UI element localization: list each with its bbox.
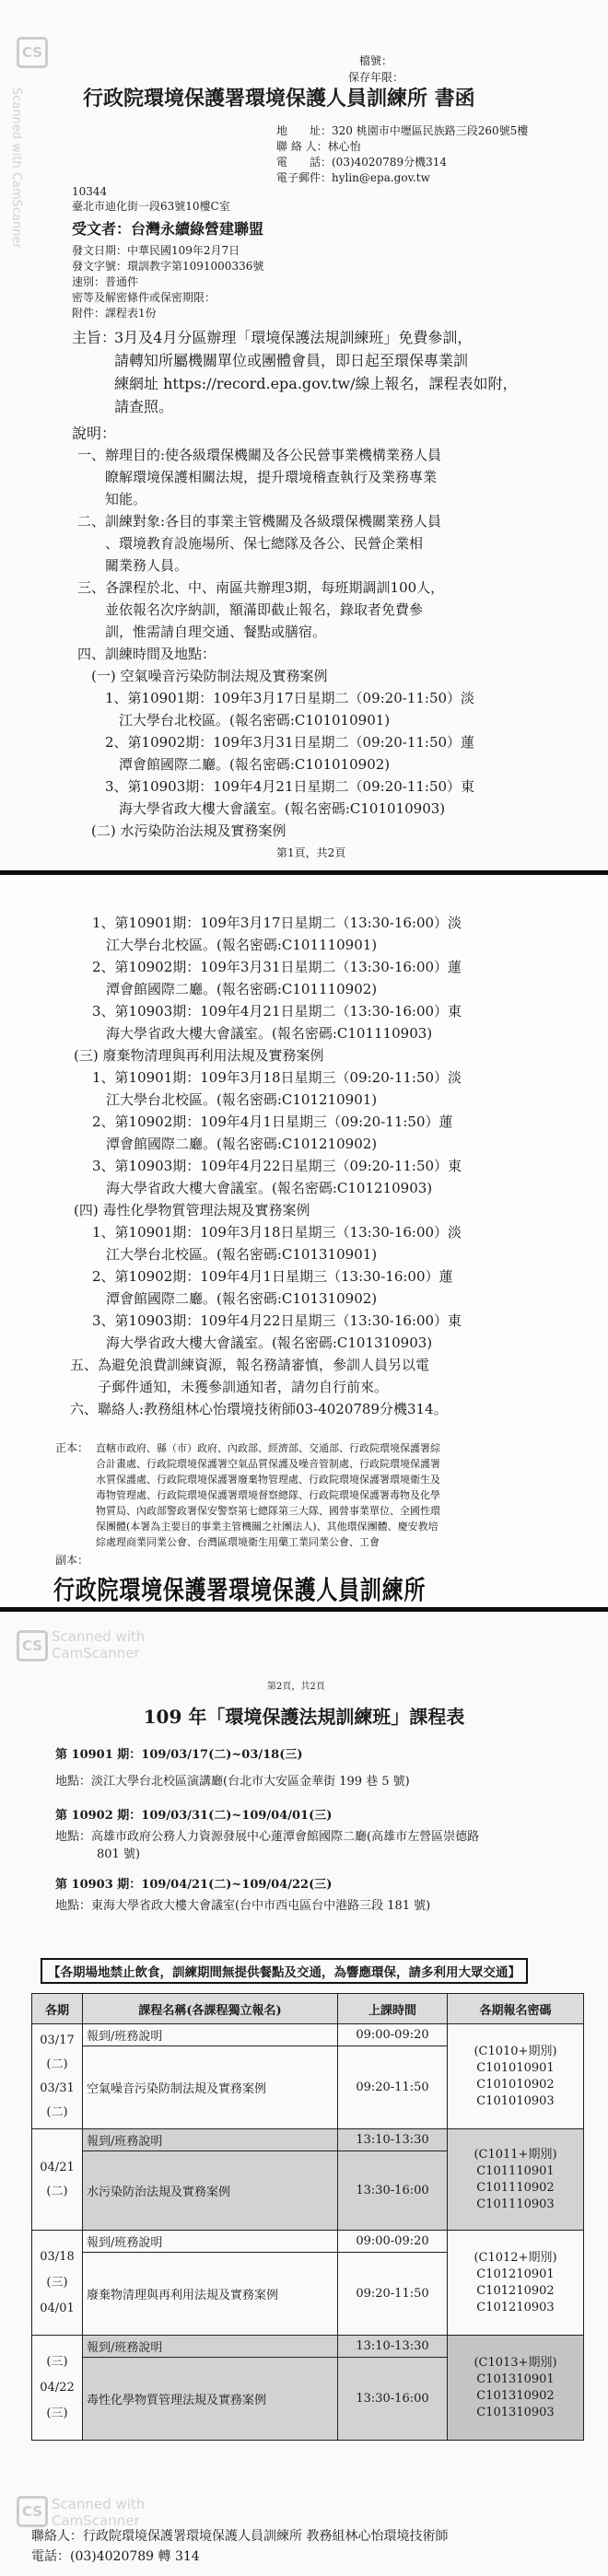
code-text: C101110901 (476, 2163, 555, 2178)
camscanner-watermark (52, 1628, 145, 1661)
explain-line: 江大學台北校區。(報名密碼:C101310901) (92, 1246, 378, 1263)
table-row (32, 2231, 584, 2253)
session-period: 第 10902 期：109/03/31(二)~109/04/01(三) (55, 1809, 333, 1823)
schedule-table (31, 1993, 584, 2441)
recipient-address: 臺北市迪化街一段63號10樓C室 (72, 200, 230, 213)
subject-line: 請查照。 (114, 398, 174, 415)
copy-label: 副本： (55, 1554, 89, 1567)
explain-items-continued (70, 912, 462, 1420)
header-time: 上課時間 (338, 1994, 448, 2024)
cc-label: 正本： (55, 1441, 89, 1454)
explain-line: 3、第10903期：109年4月22日星期三（13:30-16:00）東 (92, 1312, 462, 1329)
recipient: 受文者：台灣永續綠營建聯盟 (72, 220, 264, 238)
explain-line: 2、第10902期：109年3月31日星期二（09:20-11:50）蓮 (77, 734, 475, 751)
subject-body (114, 326, 518, 418)
watermark-line2: CamScanner (9, 171, 23, 249)
header-period: 各期 (32, 1994, 83, 2024)
period-text: (三) (46, 2406, 68, 2420)
explain-line: 3、第10903期：109年4月21日星期二（13:30-16:00）東 (92, 1003, 462, 1020)
registration-time: 13:10-13:30 (338, 2129, 448, 2151)
explain-line: 潭會館國際二廳。(報名密碼:C101010902) (77, 756, 391, 773)
code-text: C101210903 (476, 2300, 555, 2314)
explain-line: 3、第10903期：109年4月21日星期二（09:20-11:50）東 (77, 778, 475, 795)
period-text: 03/31 (40, 2081, 75, 2095)
code-text: (C1012+期別) (474, 2250, 557, 2265)
footer-phone: 電話：(03)4020789 轉 314 (31, 2549, 200, 2564)
explain-label: 說明： (72, 425, 117, 442)
course-time: 09:20-11:50 (338, 2253, 448, 2336)
contact-person: 聯 絡 人：林心怡 (276, 140, 361, 153)
session-place: 地點：東海大學省政大樓大會議室(台中市西屯區台中港路三段 181 號) (55, 1899, 431, 1913)
session-place: 801 號) (97, 1847, 141, 1861)
explain-line: 海大學省政大樓大會議室。(報名密碼:C101310903) (92, 1335, 433, 1351)
camscanner-logo-icon (17, 2496, 48, 2527)
period-text: 04/01 (40, 2301, 75, 2315)
session-place: 地點：淡江大學台北校區演講廳(台北市大安區金華街 199 巷 5 號) (55, 1775, 410, 1789)
explain-line: (二) 水污染防治法規及實務案例 (77, 822, 286, 839)
subject-line: 3月及4月分區辦理「環境保護法規訓練班」免費參訓， (114, 329, 473, 346)
explain-line: 五、為避免浪費訓練資源，報名務請審慎，參訓人員另以電 (70, 1357, 430, 1373)
session-period: 第 10903 期：109/04/21(二)~109/04/22(三) (55, 1878, 333, 1892)
cc-line: 直轄市政府、縣（市）政府、內政部、經濟部、交通部、行政院環境保護署綜 (96, 1442, 440, 1454)
explain-line: 訓，惟需請自理交通、餐點或膳宿。 (77, 624, 327, 640)
session-period: 第 10901 期：109/03/17(二)~03/18(三) (55, 1748, 303, 1762)
course-cell: 空氣噪音污染防制法規及實務案例 (83, 2046, 338, 2129)
notice-banner: 【各期場地禁止飲食，訓練期間無提供餐點及交通，為響應環保，請多利用大眾交通】 (41, 1958, 528, 1984)
period-text: (二) (46, 2184, 68, 2198)
subject-label: 主旨： (72, 329, 117, 346)
contact-email: 電子郵件：hylin@epa.gov.tw (276, 171, 430, 184)
explain-line: 1、第10901期：109年3月18日星期三（13:30-16:00）淡 (92, 1224, 462, 1241)
period-cell (32, 2231, 83, 2336)
contact-address: 地 址：320 桃園市中壢區民族路三段260號5樓 (276, 124, 529, 137)
registration-cell: 報到/班務說明 (83, 2231, 338, 2253)
retention-period: 保存年限： (348, 71, 404, 84)
cc-line: 綜處理商業同業公會、台灣區環境衛生用藥工業同業公會、工會 (96, 1536, 380, 1548)
watermark-line1: Scanned with (52, 2496, 146, 2512)
schedule-title: 109 年「環境保護法規訓練班」課程表 (143, 1706, 465, 1728)
explain-line: 二、訓練對象:各目的事業主管機關及各級環保機關業務人員 (77, 513, 442, 530)
code-text: C101310902 (476, 2388, 555, 2403)
code-text: C101110902 (476, 2180, 555, 2195)
course-cell: 水污染防治法規及實務案例 (83, 2151, 338, 2231)
explain-line: 四、訓練時間及地點： (77, 646, 216, 662)
cc-line: 保團體(本署為主要目的事業主管機關之社團法人)、其他環保團體、慶安教培 (96, 1521, 438, 1533)
explain-line: 潭會館國際二廳。(報名密碼:C101210902) (92, 1136, 378, 1152)
registration-time: 13:10-13:30 (338, 2336, 448, 2358)
explain-line: 1、第10901期：109年3月17日星期二（09:20-11:50）淡 (77, 690, 475, 706)
code-text: C101310903 (476, 2405, 555, 2419)
explain-line: 潭會館國際二廳。(報名密碼:C101110902) (92, 981, 378, 997)
course-cell: 毒性化學物質管理法規及實務案例 (83, 2358, 338, 2441)
cc-line: 水質保護處、行政院環境保護署廢棄物管理處、行政院環境保護署環境衛生及 (96, 1474, 440, 1486)
period-text: (二) (46, 2104, 68, 2119)
watermark-line2: CamScanner (52, 2512, 140, 2529)
code-text: C101210901 (476, 2267, 555, 2281)
cc-line: 物質局、內政部警政署保安警察第七總隊第三大隊、國營事業單位、全國性環 (96, 1505, 440, 1517)
page-number: 第2頁，共2頁 (267, 1682, 325, 1692)
explain-line: 一、辦理目的:使各級環保機關及各公民營事業機構業務人員 (77, 447, 442, 463)
camscanner-logo-text: CS (21, 44, 43, 61)
document-title: 行政院環境保護署環境保護人員訓練所 書函 (83, 87, 475, 111)
sender-contact (276, 123, 528, 186)
code-cell (448, 2024, 584, 2129)
explain-line: 關業務人員。 (77, 557, 189, 574)
course-time: 13:30-16:00 (338, 2151, 448, 2231)
file-number: 檔號： (359, 54, 393, 67)
course-cell: 廢棄物清理與再利用法規及實務案例 (83, 2253, 338, 2336)
recipient-postcode: 10344 (72, 185, 108, 198)
explain-line: 子郵件通知，未獲參訓通知者，請勿自行前來。 (70, 1379, 389, 1395)
cc-line: 毒物管理處、行政院環境保護署環境督察總隊、行政院環境保護署毒物及化學 (96, 1489, 440, 1501)
header-course: 課程名稱(各課程獨立報名) (83, 1994, 338, 2024)
explain-line: 1、第10901期：109年3月17日星期二（13:30-16:00）淡 (92, 915, 462, 931)
explain-line: 瞭解環境保護相關法規，提升環境稽查執行及業務專業 (77, 469, 438, 485)
explain-line: 六、聯絡人:教務組林心怡環境技術師03-4020789分機314。 (70, 1401, 448, 1417)
watermark-line2: CamScanner (52, 1645, 140, 1661)
explain-line: 海大學省政大樓大會議室。(報名密碼:C101010903) (77, 800, 446, 817)
explain-line: 1、第10901期：109年3月18日星期三（09:20-11:50）淡 (92, 1069, 462, 1086)
explain-line: 並依報名次序納訓，額滿即截止報名，錄取者免費參 (77, 601, 424, 618)
code-cell (448, 2336, 584, 2441)
explain-line: 海大學省政大樓大會議室。(報名密碼:C101210903) (92, 1180, 433, 1196)
session-list (55, 1746, 479, 1915)
letter-page-2 (0, 875, 608, 1612)
code-cell (448, 2129, 584, 2231)
camscanner-logo-icon (17, 37, 48, 68)
explain-line: 2、第10902期：109年4月1日星期三（09:20-11:50）蓮 (92, 1113, 453, 1130)
explain-line: 潭會館國際二廳。(報名密碼:C101310902) (92, 1290, 378, 1307)
period-text: (二) (46, 2057, 68, 2071)
explain-line: 海大學省政大樓大會議室。(報名密碼:C101110903) (92, 1025, 433, 1042)
explain-line: (一) 空氣噪音污染防制法規及實務案例 (77, 668, 328, 684)
code-cell (448, 2231, 584, 2336)
period-text: 03/18 (40, 2249, 75, 2264)
camscanner-logo-icon (17, 1630, 48, 1661)
period-text: 04/21 (40, 2160, 75, 2174)
subject-line: 練網址 https://record.epa.gov.tw/線上報名，課程表如附， (114, 375, 518, 392)
camscanner-watermark (52, 2496, 145, 2529)
meta-date: 發文日期：中華民國109年2月7日 (72, 244, 240, 257)
camscanner-watermark (7, 87, 25, 249)
header-code: 各期報名密碼 (448, 1994, 584, 2024)
period-text: (三) (46, 2354, 68, 2369)
explain-line: 江大學台北校區。(報名密碼:C101110901) (92, 937, 378, 953)
explain-line: 2、第10902期：109年4月1日星期三（13:30-16:00）蓮 (92, 1268, 453, 1285)
session-place: 地點：高雄市政府公務人力資源發展中心蓮潭會館國際二廳(高雄市左營區崇德路 (55, 1830, 480, 1844)
subject-line: 請轉知所屬機關單位或團體會員，即日起至環保專業訓 (114, 352, 469, 369)
table-header-row (32, 1994, 584, 2024)
page-number: 第1頁，共2頁 (276, 846, 346, 859)
code-text: C101010901 (476, 2060, 555, 2075)
explain-line: 3、第10903期：109年4月22日星期三（09:20-11:50）東 (92, 1158, 462, 1174)
period-cell (32, 2129, 83, 2231)
meta-attachment: 附件：課程表1份 (72, 307, 157, 320)
explain-line: 知能。 (77, 491, 147, 507)
explain-line: 2、第10902期：109年3月31日星期二（13:30-16:00）蓮 (92, 959, 462, 975)
schedule-page (0, 1612, 608, 2576)
period-cell (32, 2336, 83, 2441)
explain-items (77, 444, 474, 842)
explain-line: 江大學台北校區。(報名密碼:C101210901) (92, 1091, 378, 1108)
document-meta (72, 243, 263, 321)
period-text: 04/22 (40, 2380, 75, 2395)
camscanner-logo-text: CS (21, 2503, 43, 2520)
code-text: (C1013+期別) (474, 2355, 557, 2370)
registration-cell: 報到/班務說明 (83, 2129, 338, 2151)
meta-secrecy: 密等及解密條件或保密期限： (72, 291, 216, 304)
contact-phone: 電 話：(03)4020789分機314 (276, 156, 447, 169)
registration-cell: 報到/班務說明 (83, 2336, 338, 2358)
agency-seal: 行政院環境保護署環境保護人員訓練所 (53, 1575, 427, 1605)
meta-speed: 速別：普通件 (72, 275, 139, 288)
registration-time: 09:00-09:20 (338, 2024, 448, 2046)
registration-time: 09:00-09:20 (338, 2231, 448, 2253)
code-text: (C1011+期別) (474, 2147, 557, 2162)
period-text: (三) (46, 2275, 68, 2290)
table-row (32, 2024, 584, 2046)
code-text: C101010903 (476, 2093, 555, 2108)
period-cell (32, 2024, 83, 2129)
code-text: (C1010+期別) (474, 2044, 557, 2058)
explain-line: 三、各課程於北、中、南區共辦理3期，每班期調訓100人， (77, 579, 445, 596)
letter-page-1 (0, 0, 608, 875)
code-text: C101210902 (476, 2283, 555, 2298)
code-text: C101110903 (476, 2197, 555, 2211)
registration-cell: 報到/班務說明 (83, 2024, 338, 2046)
watermark-line1: Scanned with (52, 1628, 146, 1645)
table-row (32, 2336, 584, 2358)
camscanner-logo-text: CS (21, 1638, 43, 1654)
code-text: C101310901 (476, 2372, 555, 2386)
course-time: 09:20-11:50 (338, 2046, 448, 2129)
table-row (32, 2129, 584, 2151)
cc-line: 合計畫處、行政院環境保護署空氣品質保護及噪音管制處、行政院環境保護署 (96, 1458, 440, 1470)
watermark-line1: Scanned with (9, 87, 23, 169)
explain-line: 、環境教育設施場所、保七總隊及各公、民營企業相 (77, 535, 424, 552)
explain-line: 江大學台北校區。(報名密碼:C101010901) (77, 712, 391, 729)
code-text: C101010902 (476, 2077, 555, 2092)
footer-contact: 聯絡人：行政院環境保護署環境保護人員訓練所 教務組林心怡環境技術師 (31, 2529, 449, 2544)
course-time: 13:30-16:00 (338, 2358, 448, 2441)
period-text: 03/17 (40, 2033, 75, 2047)
explain-line: (四) 毒性化學物質管理法規及實務案例 (74, 1202, 310, 1218)
meta-number: 發文字號：環訓教字第1091000336號 (72, 260, 264, 273)
cc-list (96, 1440, 440, 1550)
explain-line: (三) 廢棄物清理與再利用法規及實務案例 (74, 1047, 324, 1064)
